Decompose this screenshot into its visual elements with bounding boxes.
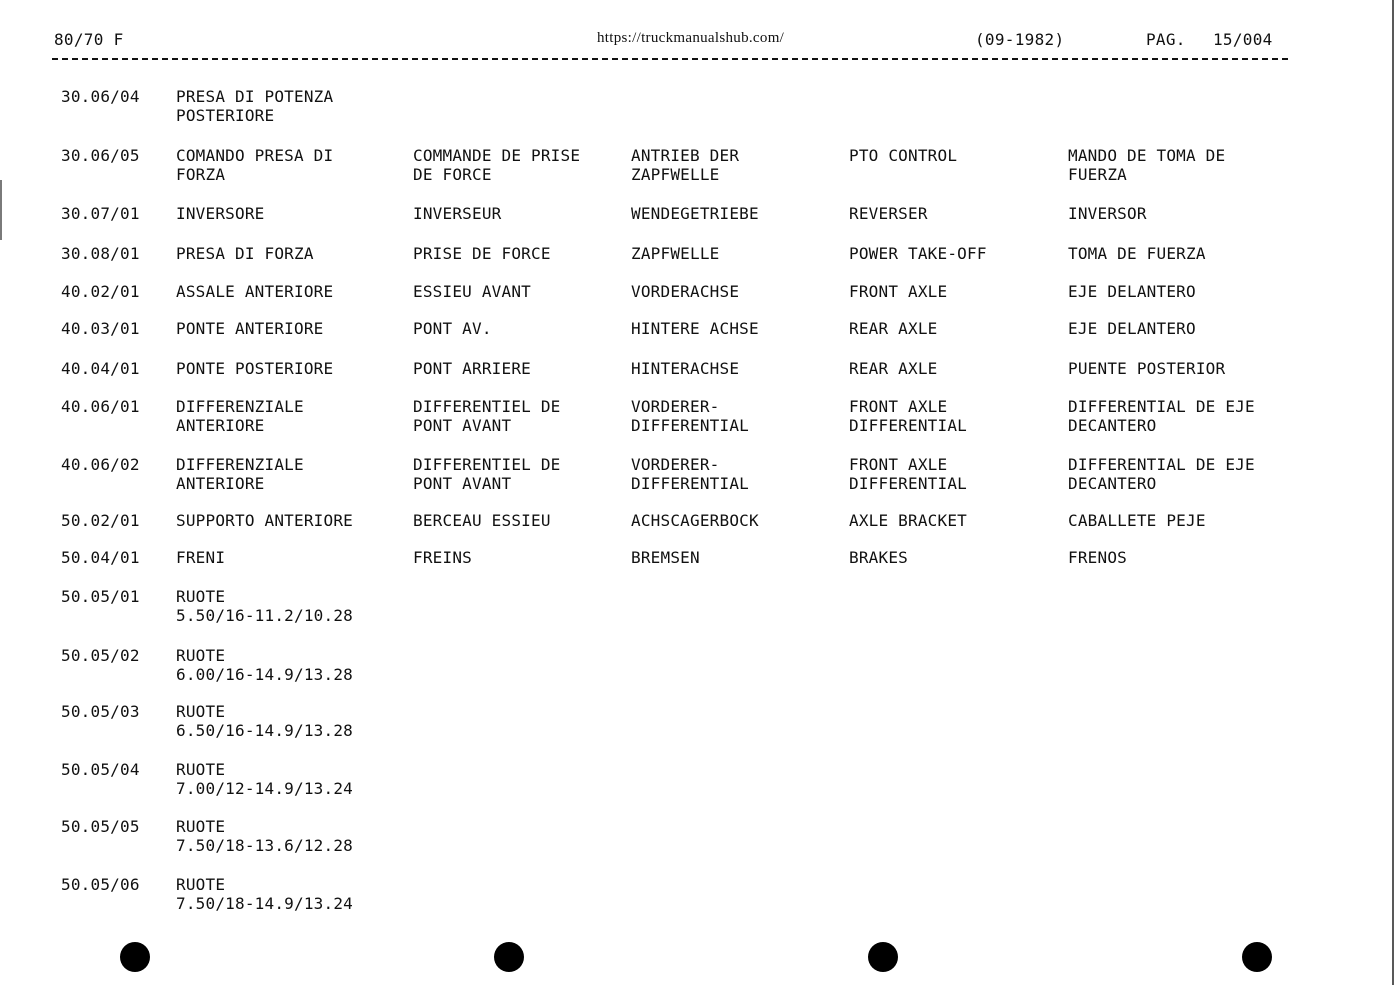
punch-hole [120, 942, 150, 972]
header-url[interactable]: https://truckmanualshub.com/ [597, 30, 785, 46]
row-italian: PONTE POSTERIORE [176, 359, 334, 378]
row-english: FRONT AXLE DIFFERENTIAL [849, 455, 967, 493]
row-italian: RUOTE 5.50/16-11.2/10.28 [176, 587, 353, 625]
row-english: FRONT AXLE [849, 282, 948, 301]
row-french: FREINS [413, 548, 472, 567]
row-german: BREMSEN [631, 548, 700, 567]
row-spanish: TOMA DE FUERZA [1068, 244, 1206, 263]
row-french: PONT AV. [413, 319, 492, 338]
row-german: VORDERACHSE [631, 282, 740, 301]
row-german: VORDERER- DIFFERENTIAL [631, 455, 749, 493]
row-french: PRISE DE FORCE [413, 244, 551, 263]
row-italian: DIFFERENZIALE ANTERIORE [176, 455, 304, 493]
row-italian: INVERSORE [176, 204, 265, 223]
page-edge-left [0, 180, 2, 240]
row-code: 50.05/05 [61, 817, 140, 836]
row-spanish: MANDO DE TOMA DE FUERZA [1068, 146, 1226, 184]
row-italian: COMANDO PRESA DI FORZA [176, 146, 334, 184]
row-spanish: INVERSOR [1068, 204, 1147, 223]
row-code: 50.02/01 [61, 511, 140, 530]
row-italian: PRESA DI POTENZA POSTERIORE [176, 87, 334, 125]
row-italian: ASSALE ANTERIORE [176, 282, 334, 301]
row-german: VORDERER- DIFFERENTIAL [631, 397, 749, 435]
row-code: 40.04/01 [61, 359, 140, 378]
row-code: 50.05/06 [61, 875, 140, 894]
row-spanish: EJE DELANTERO [1068, 319, 1196, 338]
header-rule [52, 58, 1288, 60]
row-code: 30.06/04 [61, 87, 140, 106]
row-french: DIFFERENTIEL DE PONT AVANT [413, 397, 561, 435]
row-english: FRONT AXLE DIFFERENTIAL [849, 397, 967, 435]
row-spanish: DIFFERENTIAL DE EJE DECANTERO [1068, 397, 1255, 435]
row-code: 50.05/03 [61, 702, 140, 721]
header-model: 80/70 F [54, 30, 124, 49]
row-english: REAR AXLE [849, 359, 938, 378]
row-code: 30.06/05 [61, 146, 140, 165]
row-italian: RUOTE 7.50/18-14.9/13.24 [176, 875, 353, 913]
row-italian: SUPPORTO ANTERIORE [176, 511, 353, 530]
row-german: WENDEGETRIEBE [631, 204, 759, 223]
row-spanish: PUENTE POSTERIOR [1068, 359, 1226, 378]
row-code: 40.06/02 [61, 455, 140, 474]
header-date: (09-1982) [975, 30, 1065, 49]
row-spanish: EJE DELANTERO [1068, 282, 1196, 301]
row-german: ANTRIEB DER ZAPFWELLE [631, 146, 740, 184]
row-code: 40.06/01 [61, 397, 140, 416]
row-english: POWER TAKE-OFF [849, 244, 987, 263]
row-german: ACHSCAGERBOCK [631, 511, 759, 530]
row-english: PTO CONTROL [849, 146, 958, 165]
row-italian: RUOTE 7.00/12-14.9/13.24 [176, 760, 353, 798]
row-code: 50.05/02 [61, 646, 140, 665]
row-italian: DIFFERENZIALE ANTERIORE [176, 397, 304, 435]
row-english: REAR AXLE [849, 319, 938, 338]
row-code: 50.05/01 [61, 587, 140, 606]
row-code: 50.05/04 [61, 760, 140, 779]
row-spanish: FRENOS [1068, 548, 1127, 567]
row-spanish: CABALLETE PEJE [1068, 511, 1206, 530]
row-french: DIFFERENTIEL DE PONT AVANT [413, 455, 561, 493]
row-english: REVERSER [849, 204, 928, 223]
row-italian: PONTE ANTERIORE [176, 319, 324, 338]
row-italian: FRENI [176, 548, 226, 567]
row-italian: PRESA DI FORZA [176, 244, 314, 263]
row-english: BRAKES [849, 548, 908, 567]
row-german: HINTERACHSE [631, 359, 740, 378]
row-spanish: DIFFERENTIAL DE EJE DECANTERO [1068, 455, 1255, 493]
row-french: COMMANDE DE PRISE DE FORCE [413, 146, 581, 184]
row-italian: RUOTE 6.00/16-14.9/13.28 [176, 646, 353, 684]
row-french: ESSIEU AVANT [413, 282, 531, 301]
row-code: 50.04/01 [61, 548, 140, 567]
row-german: ZAPFWELLE [631, 244, 720, 263]
header-page-number: 15/004 [1213, 30, 1273, 49]
row-french: PONT ARRIERE [413, 359, 531, 378]
punch-hole [1242, 942, 1272, 972]
row-italian: RUOTE 7.50/18-13.6/12.28 [176, 817, 353, 855]
header-page-label: PAG. [1146, 30, 1186, 49]
row-code: 30.07/01 [61, 204, 140, 223]
row-english: AXLE BRACKET [849, 511, 967, 530]
row-french: BERCEAU ESSIEU [413, 511, 551, 530]
punch-hole [494, 942, 524, 972]
row-code: 40.03/01 [61, 319, 140, 338]
row-code: 30.08/01 [61, 244, 140, 263]
row-german: HINTERE ACHSE [631, 319, 759, 338]
row-french: INVERSEUR [413, 204, 502, 223]
punch-hole [868, 942, 898, 972]
row-code: 40.02/01 [61, 282, 140, 301]
row-italian: RUOTE 6.50/16-14.9/13.28 [176, 702, 353, 740]
